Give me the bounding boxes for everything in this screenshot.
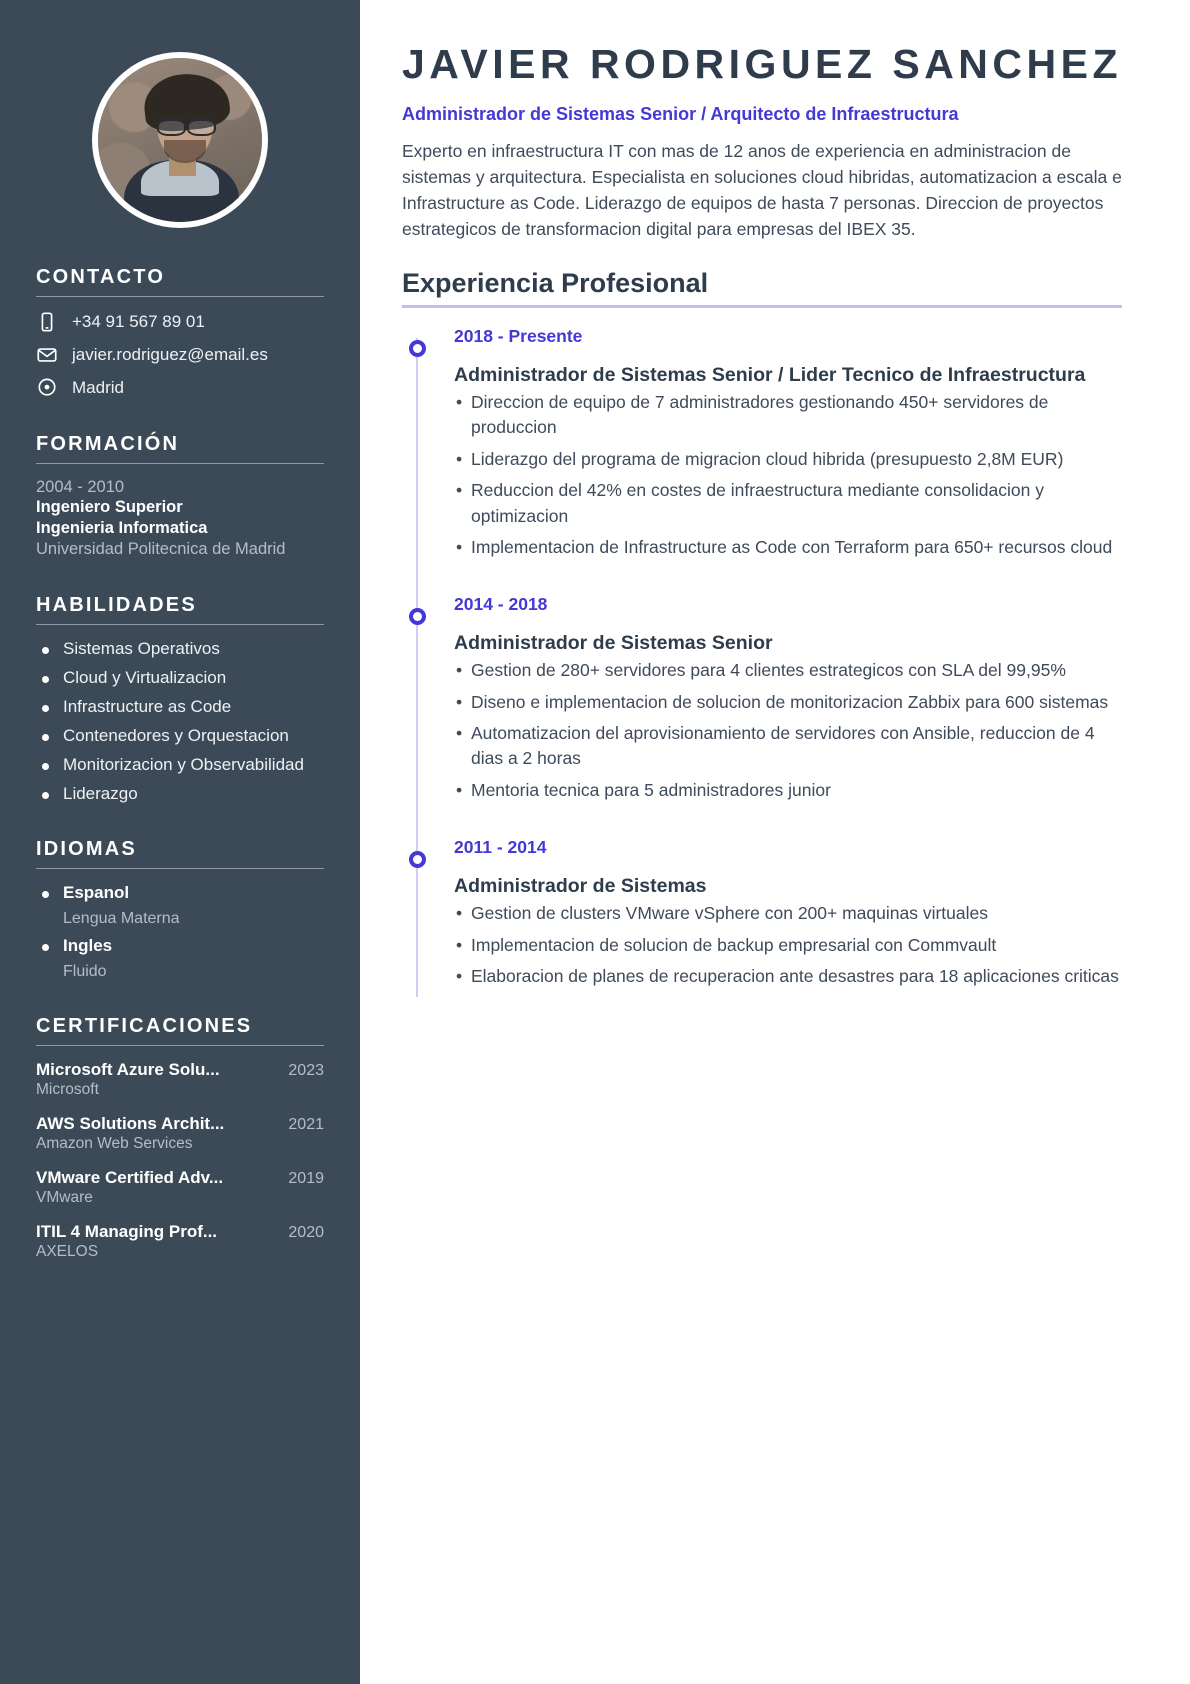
certification-item — [36, 1222, 324, 1261]
languages-list — [36, 883, 324, 981]
experience-item — [454, 837, 1122, 1023]
page-title: JAVIER RODRIGUEZ SANCHEZ — [402, 41, 1123, 87]
skills-list — [36, 639, 324, 804]
education-field: Ingenieria Informatica — [36, 519, 208, 538]
certification-header — [36, 1060, 324, 1080]
experience-date: 2014 - 2018 — [454, 594, 548, 615]
certification-year: 2019 — [288, 1170, 324, 1188]
contact-section — [0, 266, 360, 399]
contact-location-value: Madrid — [72, 378, 124, 397]
language-level: Lengua Materna — [63, 910, 180, 928]
language-level: Fluido — [63, 963, 107, 981]
professional-subtitle: Administrador de Sistemas Senior / Arquitecto de Infraestructura — [402, 103, 959, 124]
experience-bullets — [454, 658, 1122, 803]
certification-item — [36, 1060, 324, 1099]
contact-item-location[interactable] — [36, 377, 324, 399]
certification-item — [36, 1168, 324, 1207]
certification-org: AXELOS — [36, 1243, 99, 1261]
list-item: Sistemas Operativos — [36, 639, 324, 659]
education-section — [0, 433, 360, 560]
certifications-heading: CERTIFICACIONES — [36, 1015, 253, 1038]
experience-heading: Experiencia Profesional — [402, 268, 709, 299]
main-content — [360, 0, 1190, 1684]
certification-name: ITIL 4 Managing Prof... — [36, 1222, 218, 1242]
certification-year: 2023 — [288, 1062, 324, 1080]
list-item: • Implementacion de solucion de backup empresarial con Commvault — [454, 933, 1122, 958]
list-item — [36, 936, 324, 956]
languages-heading: IDIOMAS — [36, 838, 137, 861]
list-item: • Automatizacion del aprovisionamiento de servidores con Ansible, reduccion de 4 dias a 2 horas — [454, 721, 1122, 772]
list-item: • Liderazgo del programa de migracion cloud hibrida (presupuesto 2,8M EUR) — [454, 447, 1122, 472]
experience-item — [454, 326, 1122, 594]
certification-org: Microsoft — [36, 1081, 99, 1099]
location-icon — [36, 377, 58, 399]
divider — [36, 868, 324, 869]
list-item: • Implementacion de Infrastructure as Code con Terraform para 650+ recursos cloud — [454, 535, 1122, 560]
email-icon — [36, 344, 58, 366]
experience-date: 2011 - 2014 — [454, 837, 547, 858]
divider — [36, 1045, 324, 1046]
list-item: Liderazgo — [36, 784, 324, 804]
list-item: • Direccion de equipo de 7 administradores gestionando 450+ servidores de produccion — [454, 390, 1122, 441]
certification-org: Amazon Web Services — [36, 1135, 193, 1153]
contact-item-phone[interactable] — [36, 311, 324, 333]
timeline-marker-icon — [409, 851, 426, 868]
section-divider — [402, 305, 1122, 308]
list-item: Monitorizacion y Observabilidad — [36, 755, 324, 775]
timeline-marker-icon — [409, 608, 426, 625]
certification-header — [36, 1114, 324, 1134]
list-item: Cloud y Virtualizacion — [36, 668, 324, 688]
certification-org: VMware — [36, 1189, 93, 1207]
list-item: Contenedores y Orquestacion — [36, 726, 324, 746]
experience-timeline — [402, 326, 1122, 1023]
education-degree: Ingeniero Superior — [36, 498, 183, 516]
certification-item — [36, 1114, 324, 1153]
experience-bullets — [454, 901, 1122, 989]
avatar-glasses — [157, 117, 216, 132]
list-item: • Elaboracion de planes de recuperacion ante desastres para 18 aplicaciones criticas — [454, 964, 1122, 989]
contact-phone-value: +34 91 567 89 01 — [72, 312, 205, 331]
education-item — [36, 478, 324, 560]
divider — [36, 624, 324, 625]
list-item: • Reduccion del 42% en costes de infraestructura mediante consolidacion y optimizacion — [454, 478, 1122, 529]
divider — [36, 296, 324, 297]
skills-section — [0, 594, 360, 804]
avatar — [92, 52, 268, 228]
language-name: Espanol — [63, 883, 130, 903]
contact-email-value: javier.rodriguez@email.es — [72, 345, 268, 364]
avatar-container — [0, 0, 360, 266]
education-institution: Universidad Politecnica de Madrid — [36, 540, 286, 559]
list-item: Infrastructure as Code — [36, 697, 324, 717]
certification-name: Microsoft Azure Solu... — [36, 1060, 220, 1080]
professional-summary: Experto en infraestructura IT con mas de 12 anos de experiencia en administracion de sistemas y arquitectura. Especialista en soluciones cloud hibridas, automatizacion a escala e Infrastructure as Code. Liderazgo de equipos de hasta 7 personas. Direccion de proyectos estrategicos de transformacion digital para empresas del IBEX 35. — [402, 140, 1122, 240]
list-item: • Mentoria tecnica para 5 administradores junior — [454, 778, 1122, 803]
experience-bullets — [454, 390, 1122, 560]
experience-role: Administrador de Sistemas Senior — [454, 632, 773, 655]
contact-heading: CONTACTO — [36, 266, 166, 288]
certification-year: 2021 — [288, 1116, 324, 1134]
experience-role: Administrador de Sistemas — [454, 875, 707, 898]
education-heading: FORMACIÓN — [36, 433, 180, 455]
certification-name: VMware Certified Adv... — [36, 1168, 224, 1188]
experience-role: Administrador de Sistemas Senior / Lider Tecnico de Infraestructura — [454, 364, 1086, 387]
list-item — [36, 883, 324, 903]
certification-name: AWS Solutions Archit... — [36, 1114, 225, 1134]
skills-heading: HABILIDADES — [36, 594, 197, 617]
languages-section — [0, 838, 360, 981]
education-dates: 2004 - 2010 — [36, 478, 125, 496]
contact-item-email[interactable] — [36, 344, 324, 366]
list-item: • Gestion de 280+ servidores para 4 clientes estrategicos con SLA del 99,95% — [454, 658, 1122, 683]
certification-header — [36, 1168, 324, 1188]
sidebar — [0, 0, 360, 1684]
phone-icon — [36, 311, 58, 333]
list-item: • Diseno e implementacion de solucion de monitorizacion Zabbix para 600 sistemas — [454, 690, 1122, 715]
experience-item — [454, 594, 1122, 837]
timeline-marker-icon — [409, 340, 426, 357]
certification-header — [36, 1222, 324, 1242]
list-item: • Gestion de clusters VMware vSphere con 200+ maquinas virtuales — [454, 901, 1122, 926]
divider — [36, 463, 324, 464]
language-name: Ingles — [63, 936, 113, 956]
certifications-section — [0, 1015, 360, 1261]
certification-year: 2020 — [288, 1224, 324, 1242]
experience-date: 2018 - Presente — [454, 326, 583, 347]
